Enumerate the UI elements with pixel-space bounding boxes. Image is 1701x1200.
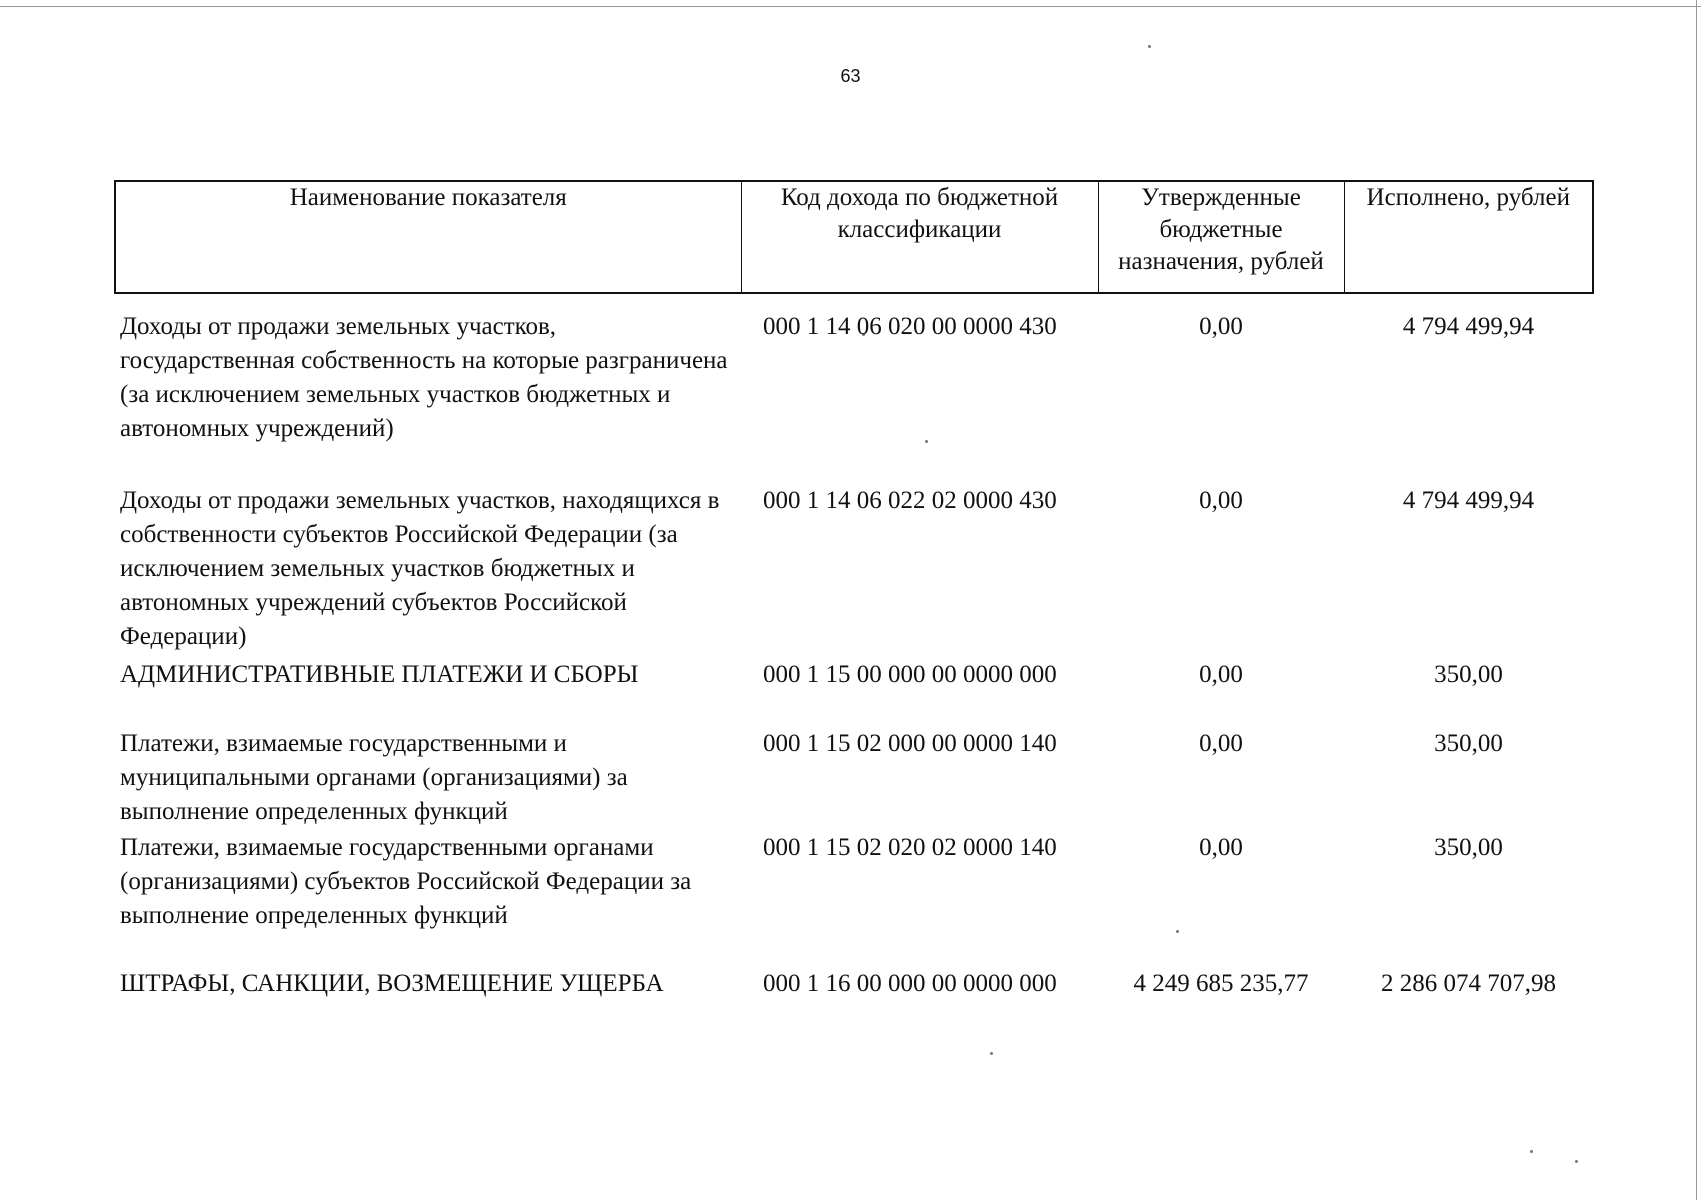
row-indicator-name: Доходы от продажи земельных участков, государственная собственность на которые разграничена (за исключением земельных участков бюджетных и автономных учреждений) (120, 313, 728, 442)
scan-speck (1148, 45, 1151, 48)
income-table (114, 180, 1594, 1007)
row-approved-amount: 4 249 685 235,77 (1133, 970, 1309, 997)
row-executed-amount: 4 794 499,94 (1402, 487, 1535, 514)
header-approved-amount: Утвержденные бюджетные назначения, рублей (1098, 181, 1344, 293)
row-budget-code: 000 1 15 02 000 00 0000 140 (763, 730, 1057, 757)
row-executed-amount: 350,00 (1434, 661, 1503, 688)
row-indicator-name: Доходы от продажи земельных участков, находящихся в собственности субъектов Российской Федерации (за исключением земельных участков бюджетных и автономных учреждений субъектов Российской Федерации) (120, 487, 720, 650)
row-indicator-name: Платежи, взимаемые государственными и муниципальными органами (организациями) за выполнение определенных функций (120, 730, 628, 825)
row-budget-code: 000 1 15 02 020 02 0000 140 (763, 834, 1057, 861)
table-row (115, 293, 1593, 484)
scan-edge-right (1696, 0, 1697, 1200)
row-approved-amount: 0,00 (1199, 730, 1243, 757)
row-budget-code: 000 1 16 00 000 00 0000 000 (763, 970, 1057, 997)
row-approved-amount: 0,00 (1199, 487, 1243, 514)
scan-speck (990, 1052, 993, 1055)
scan-speck (1530, 1150, 1533, 1153)
row-indicator-name: Платежи, взимаемые государственными органами (организациями) субъектов Российской Федерации за выполнение определенных функций (120, 834, 692, 929)
table-row (115, 831, 1593, 967)
page-number: 63 (840, 66, 861, 86)
header-indicator-name: Наименование показателя (115, 181, 741, 293)
table-body (115, 293, 1593, 1007)
row-budget-code: 000 1 14 06 020 00 0000 430 (763, 313, 1057, 340)
row-indicator-name: ШТРАФЫ, САНКЦИИ, ВОЗМЕЩЕНИЕ УЩЕРБА (120, 970, 664, 997)
row-executed-amount: 350,00 (1434, 834, 1503, 861)
row-budget-code: 000 1 15 00 000 00 0000 000 (763, 661, 1057, 688)
table-row (115, 484, 1593, 658)
header-budget-code: Код дохода по бюджетной классификации (741, 181, 1098, 293)
table-row (115, 658, 1593, 727)
row-budget-code: 000 1 14 06 022 02 0000 430 (763, 487, 1057, 514)
scan-edge-top (0, 6, 1701, 7)
table-header (115, 181, 1593, 293)
row-executed-amount: 4 794 499,94 (1402, 313, 1535, 340)
row-executed-amount: 2 286 074 707,98 (1381, 970, 1556, 997)
header-executed-amount: Исполнено, рублей (1344, 181, 1593, 293)
row-executed-amount: 350,00 (1434, 730, 1503, 757)
row-approved-amount: 0,00 (1199, 661, 1243, 688)
row-approved-amount: 0,00 (1199, 834, 1243, 861)
table-row (115, 727, 1593, 831)
scan-speck (1575, 1160, 1578, 1163)
table-row (115, 967, 1593, 1007)
row-indicator-name: АДМИНИСТРАТИВНЫЕ ПЛАТЕЖИ И СБОРЫ (120, 661, 639, 688)
header-row (115, 181, 1593, 293)
row-approved-amount: 0,00 (1199, 313, 1243, 340)
